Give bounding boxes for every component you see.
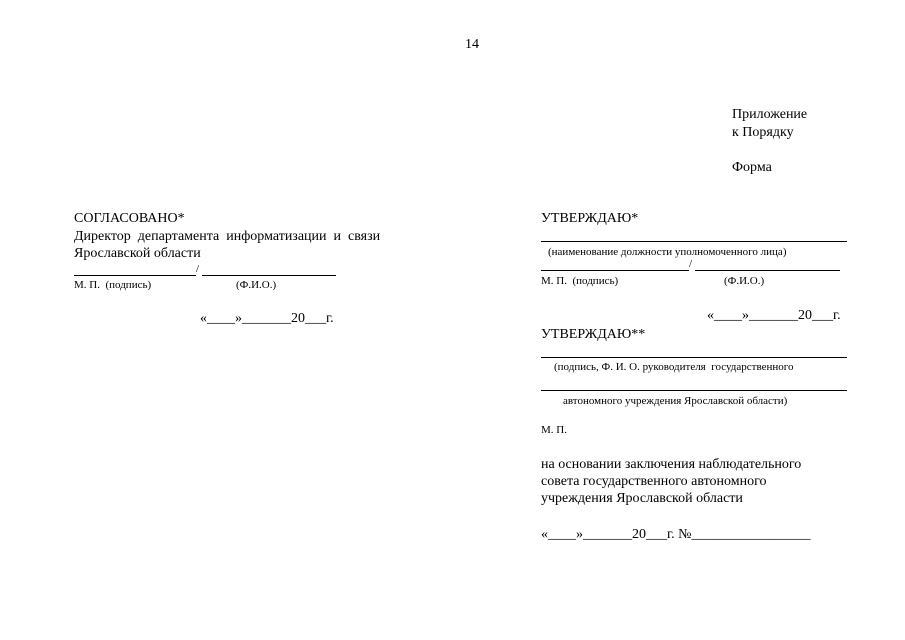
approve-stamp-mark: М. П.	[541, 424, 567, 436]
approve-date-number: «____»_______20___г. №_________________	[541, 527, 811, 542]
basis-line-3: учреждения Ярославской области	[541, 491, 743, 506]
approve-caption-fio: (Ф.И.О.)	[724, 275, 765, 287]
agreed-position-line-1: Директор департамента информатизации и связи	[74, 229, 381, 244]
approve-head-signature-line	[541, 357, 847, 358]
form-label: Форма	[732, 160, 772, 175]
agreed-heading: СОГЛАСОВАНО*	[74, 211, 185, 226]
approve-signature-line	[541, 270, 689, 271]
agreed-fio-line	[202, 275, 336, 276]
approve-position-caption: (наименование должности уполномоченного лица)	[548, 246, 787, 258]
basis-line-1: на основании заключения наблюдательного	[541, 457, 802, 472]
approve-head-signature-line-2	[541, 390, 847, 391]
approve-signature-separator: /	[689, 258, 693, 270]
approve-caption-signature: М. П. (подпись)	[541, 275, 619, 287]
approve-head-caption-2: автономного учреждения Ярославской области)	[563, 395, 788, 407]
approve-date-1: «____»_______20___г.	[707, 308, 841, 323]
agreed-position-line-2: Ярославской области	[74, 246, 201, 261]
approve-fio-line	[695, 270, 840, 271]
agreed-date: «____»_______20___г.	[200, 311, 334, 326]
approve-position-line	[541, 241, 847, 242]
page-number: 14	[465, 37, 479, 52]
appendix-line-2: к Порядку	[732, 125, 794, 140]
appendix-line-1: Приложение	[732, 107, 808, 122]
approve-heading-2: УТВЕРЖДАЮ**	[541, 327, 646, 342]
approve-head-caption-1: (подпись, Ф. И. О. руководителя государственного	[554, 361, 794, 373]
agreed-signature-separator: /	[196, 263, 200, 275]
agreed-signature-line	[74, 275, 196, 276]
agreed-caption-fio: (Ф.И.О.)	[236, 279, 277, 291]
approve-heading-1: УТВЕРЖДАЮ*	[541, 211, 639, 226]
agreed-caption-signature: М. П. (подпись)	[74, 279, 152, 291]
basis-line-2: совета государственного автономного	[541, 474, 767, 489]
